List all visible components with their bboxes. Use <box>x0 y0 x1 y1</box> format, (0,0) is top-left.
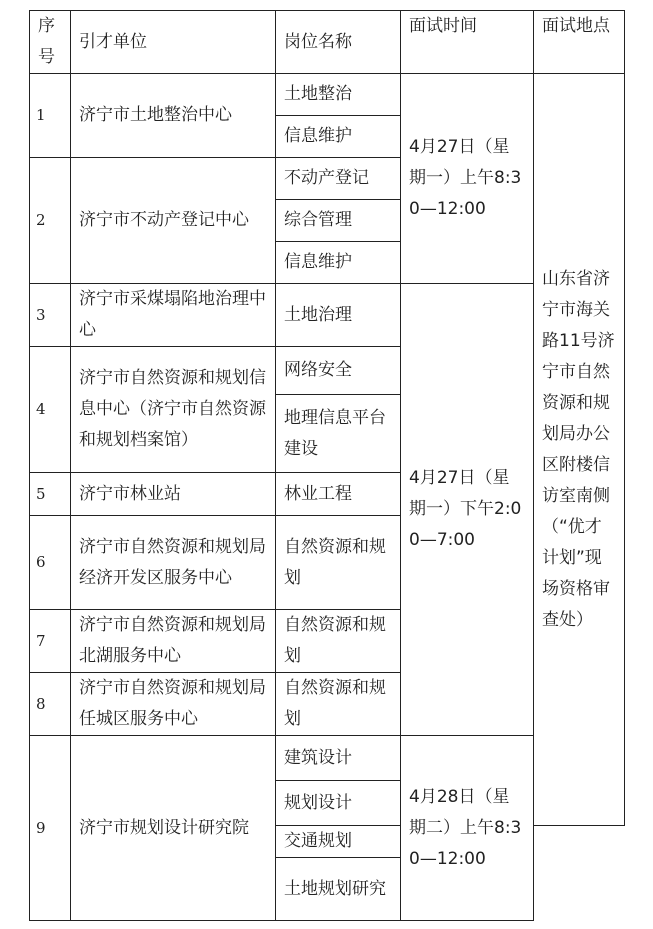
unit-name: 济宁市土地整治中心 <box>71 74 276 158</box>
position-name: 土地整治 <box>276 74 401 116</box>
row-number: 6 <box>30 516 71 610</box>
position-name: 交通规划 <box>276 826 401 858</box>
position-name: 信息维护 <box>276 242 401 284</box>
position-name: 自然资源和规划 <box>276 673 401 736</box>
position-name: 网络安全 <box>276 347 401 395</box>
position-name: 综合管理 <box>276 200 401 242</box>
header-seq: 序号 <box>30 11 71 74</box>
row-number: 2 <box>30 158 71 284</box>
position-name: 自然资源和规划 <box>276 610 401 673</box>
position-name: 地理信息平台建设 <box>276 395 401 473</box>
row-number: 4 <box>30 347 71 473</box>
unit-name: 济宁市自然资源和规划信息中心（济宁市自然资源和规划档案馆） <box>71 347 276 473</box>
row-number: 8 <box>30 673 71 736</box>
unit-name: 济宁市不动产登记中心 <box>71 158 276 284</box>
header-row <box>30 11 625 74</box>
header-place: 面试地点 <box>534 11 625 74</box>
position-name: 不动产登记 <box>276 158 401 200</box>
position-name: 自然资源和规划 <box>276 516 401 610</box>
unit-name: 济宁市自然资源和规划局北湖服务中心 <box>71 610 276 673</box>
row-number: 1 <box>30 74 71 158</box>
unit-name: 济宁市自然资源和规划局任城区服务中心 <box>71 673 276 736</box>
position-name: 建筑设计 <box>276 736 401 781</box>
row-number: 3 <box>30 284 71 347</box>
table-row <box>30 74 625 116</box>
header-unit: 引才单位 <box>71 11 276 74</box>
row-number: 7 <box>30 610 71 673</box>
position-name: 林业工程 <box>276 473 401 516</box>
header-position: 岗位名称 <box>276 11 401 74</box>
position-name: 土地规划研究 <box>276 858 401 921</box>
unit-name: 济宁市林业站 <box>71 473 276 516</box>
interview-time: 4月27日（星期一）上午8:30—12:00 <box>401 74 534 284</box>
interview-time: 4月28日（星期二）上午8:30—12:00 <box>401 736 534 921</box>
header-time: 面试时间 <box>401 11 534 74</box>
position-name: 信息维护 <box>276 116 401 158</box>
position-name: 土地治理 <box>276 284 401 347</box>
interview-schedule-table <box>29 10 625 921</box>
row-number: 9 <box>30 736 71 921</box>
interview-time: 4月27日（星期一）下午2:00—7:00 <box>401 284 534 736</box>
unit-name: 济宁市自然资源和规划局经济开发区服务中心 <box>71 516 276 610</box>
unit-name: 济宁市采煤塌陷地治理中心 <box>71 284 276 347</box>
position-name: 规划设计 <box>276 781 401 826</box>
interview-place: 山东省济宁市海关路11号济宁市自然资源和规划局办公区附楼信访室南侧（“优才计划”现场资格审查处） <box>534 74 625 826</box>
unit-name: 济宁市规划设计研究院 <box>71 736 276 921</box>
row-number: 5 <box>30 473 71 516</box>
